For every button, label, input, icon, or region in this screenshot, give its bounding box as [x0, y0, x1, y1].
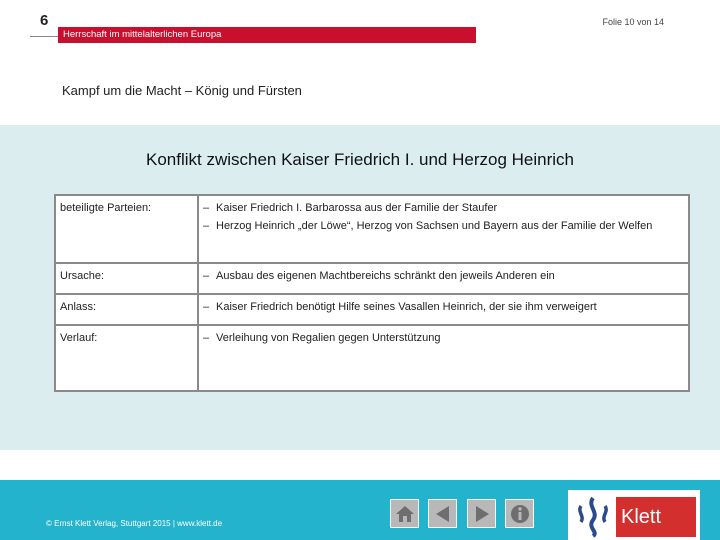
row-content: [198, 263, 689, 294]
conflict-table: [54, 194, 690, 392]
list-item-text: Kaiser Friedrich benötigt Hilfe seines Vasallen Heinrich, der sie ihm verweigert: [216, 301, 597, 313]
topic-title: Kampf um die Macht – König und Fürsten: [62, 83, 302, 98]
row-label: Anlass:: [55, 294, 198, 325]
publisher-logo: [568, 490, 700, 540]
forward-button[interactable]: [467, 499, 496, 528]
table-row: [55, 195, 689, 263]
content-panel: [0, 125, 720, 450]
back-arrow-icon: [432, 503, 454, 525]
dash-marker: –: [203, 270, 210, 282]
list-item: [203, 220, 684, 232]
list-item-text: Ausbau des eigenen Machtbereichs schränkt den jeweils Anderen ein: [216, 270, 555, 282]
row-label: Ursache:: [55, 263, 198, 294]
dash-marker: –: [203, 202, 210, 214]
list-item-text: Herzog Heinrich „der Löwe“, Herzog von Sachsen und Bayern aus der Familie der Welfen: [216, 220, 653, 232]
info-icon: [509, 503, 531, 525]
list-item: [203, 270, 684, 282]
info-button[interactable]: [505, 499, 534, 528]
dash-marker: –: [203, 220, 210, 232]
panel-heading: Konflikt zwischen Kaiser Friedrich I. und Herzog Heinrich: [145, 150, 574, 169]
list-item-text: Kaiser Friedrich I. Barbarossa aus der Familie der Staufer: [216, 202, 498, 214]
chapter-title-bar: Herrschaft im mittelalterlichen Europa: [58, 27, 476, 43]
forward-arrow-icon: [471, 503, 493, 525]
footer-bar: [0, 480, 720, 540]
dash-marker: –: [203, 332, 210, 344]
list-item: [203, 301, 684, 313]
slide-counter: Folie 10 von 14: [602, 17, 664, 27]
list-item-text: Verleihung von Regalien gegen Unterstützung: [216, 332, 441, 344]
row-content: [198, 325, 689, 391]
table-row: [55, 263, 689, 294]
copyright-text: © Ernst Klett Verlag, Stuttgart 2015 | www.klett.de: [46, 519, 223, 528]
chapter-divider: [30, 36, 60, 37]
home-button[interactable]: [390, 499, 419, 528]
chapter-number: 6: [40, 12, 49, 29]
row-label: beteiligte Parteien:: [55, 195, 198, 263]
list-item: [203, 332, 684, 344]
row-content: [198, 294, 689, 325]
row-content: [198, 195, 689, 263]
table-row: [55, 325, 689, 391]
table-row: [55, 294, 689, 325]
klett-emblem-icon: [573, 494, 613, 538]
row-label: Verlauf:: [55, 325, 198, 391]
list-item: [203, 202, 684, 214]
klett-wordmark: Klett: [616, 497, 696, 537]
dash-marker: –: [203, 301, 210, 313]
home-icon: [394, 503, 416, 525]
back-button[interactable]: [428, 499, 457, 528]
